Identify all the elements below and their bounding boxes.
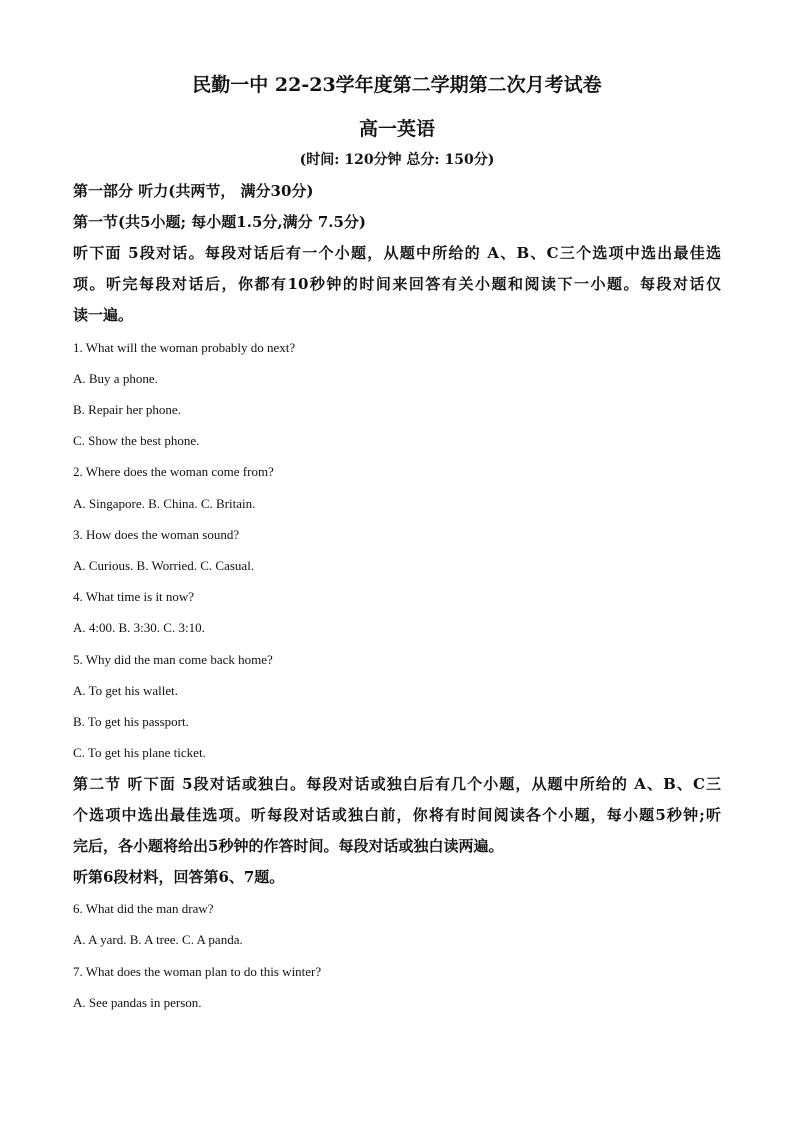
exam-title: 民勤一中 22-23学年度第二学期第二次月考试卷 [192, 74, 602, 96]
material-6-heading: 听第6段材料，回答第6、7题。 [73, 868, 285, 886]
question-2: 2. Where does the woman come from? [73, 464, 274, 479]
section2-instruction-line-2: 个选项中选出最佳选项。听每段对话或独白前，你将有时间阅读各个小题，每小题5秒钟;听 [73, 806, 721, 824]
part1-heading: 第一部分 听力(共两节， 满分30分) [73, 182, 314, 200]
question-7-option-a: A. See pandas in person. [73, 995, 202, 1010]
question-2-options: A. Singapore. B. China. C. Britain. [73, 496, 256, 511]
question-3: 3. How does the woman sound? [73, 527, 240, 542]
section2-instruction-line-1: 第二节 听下面 5段对话或独白。每段对话或独白后有几个小题，从题中所给的 A、B、C三 [73, 775, 721, 793]
exam-subject: 高一英语 [358, 118, 435, 140]
question-6: 6. What did the man draw? [73, 901, 214, 916]
section1-heading: 第一节(共5小题; 每小题1.5分,满分 7.5分) [73, 213, 367, 231]
question-4-options: A. 4:00. B. 3:30. C. 3:10. [73, 620, 205, 635]
question-5-option-c: C. To get his plane ticket. [73, 745, 206, 760]
question-5-option-b: B. To get his passport. [73, 714, 189, 729]
section1-instruction-line-3: 读一遍。 [73, 306, 134, 324]
question-5: 5. Why did the man come back home? [73, 652, 273, 667]
question-3-options: A. Curious. B. Worried. C. Casual. [73, 558, 255, 573]
question-1: 1. What will the woman probably do next? [73, 340, 296, 355]
question-4: 4. What time is it now? [73, 589, 195, 604]
question-1-option-c: C. Show the best phone. [73, 433, 200, 448]
question-7: 7. What does the woman plan to do this winter? [73, 964, 322, 979]
question-1-option-a: A. Buy a phone. [73, 371, 158, 386]
question-1-option-b: B. Repair her phone. [73, 402, 181, 417]
section1-instruction-line-2: 项。听完每段对话后，你都有10秒钟的时间来回答有关小题和阅读下一小题。每段对话仅 [73, 275, 721, 293]
section2-instruction-line-3: 完后，各小题将给出5秒钟的作答时间。每段对话或独白读两遍。 [73, 837, 504, 855]
question-6-options: A. A yard. B. A tree. C. A panda. [73, 932, 243, 947]
exam-info: (时间: 120分钟 总分: 150分) [299, 152, 495, 168]
question-5-option-a: A. To get his wallet. [73, 683, 179, 698]
section1-instruction-line-1: 听下面 5段对话。每段对话后有一个小题，从题中所给的 A、B、C三个选项中选出最佳选 [73, 244, 721, 262]
